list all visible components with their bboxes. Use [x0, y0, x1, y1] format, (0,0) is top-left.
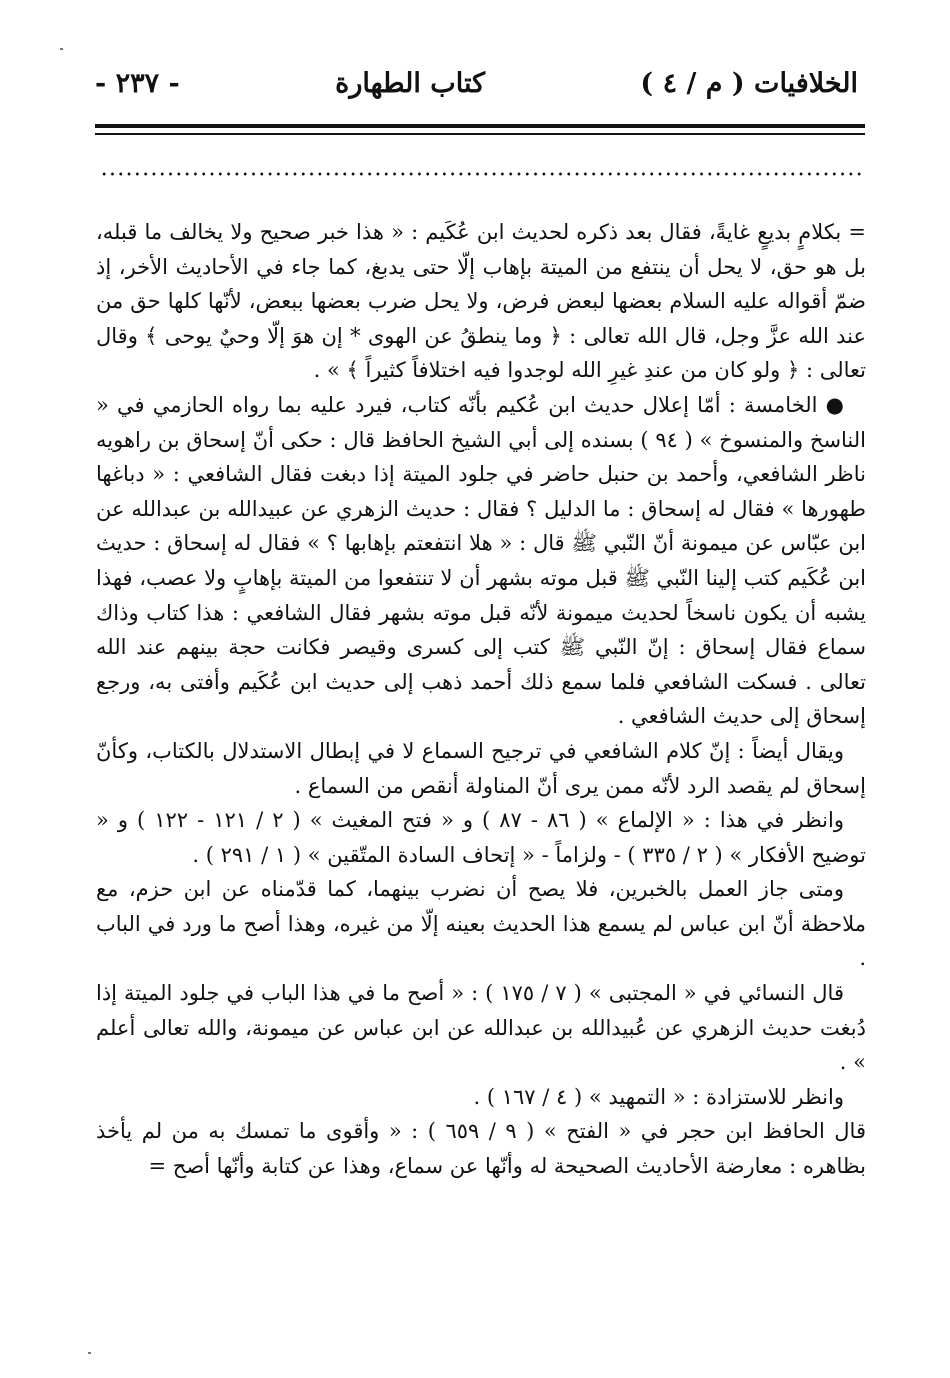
- footnote-body: [96, 215, 866, 1184]
- paragraph: ● الخامسة : أمّا إعلال حديث ابن عُكيم بأنّه كتاب، فيرد عليه بما رواه الحازمي في « الناسخ والمنسوخ » ( ٩٤ ) بسنده إلى أبي الشيخ الحافظ قال : حكى أنّ إسحاق بن راهويه ناظر الشافعي، وأحمد بن حنبل حاضر في جلود الميتة إذا دبغت فقال الشافعي : « دباغها طهورها » فقال له إسحاق : ما الدليل ؟ فقال : حديث الزهري عن عبيدالله بن عبدالله عن ابن عبّاس عن ميمونة أنّ النّبي ﷺ قال : « هلا انتفعتم بإهابها ؟ » فقال له إسحاق : حديث ابن عُكَيم كتب إلينا النّبي ﷺ قبل موته بشهر أن لا تنتفعوا من الميتة بإهابٍ ولا عصب، فهذا يشبه أن يكون ناسخاً لحديث ميمونة لأنّه قبل موته بشهر فقال الشافعي : هذا كتاب وذاك سماع فقال إسحاق : إنّ النّبي ﷺ كتب إلى كسرى وقيصر فكانت حجة بينهم عند الله تعالى . فسكت الشافعي فلما سمع ذلك أحمد ذهب إلى حديث ابن عُكَيم وأفتى به، ورجع إسحاق إلى حديث الشافعي .: [96, 392, 867, 729]
- scan-speck: [60, 48, 63, 50]
- page-number: - ٢٣٧ -: [95, 67, 180, 99]
- header-rule-thick: [95, 124, 865, 128]
- paragraph: ويقال أيضاً : إنّ كلام الشافعي في ترجيح السماع لا في إبطال الاستدلال بالكتاب، وكأنّ إسحاق لم يقصد الرد لأنّه ممن يرى أنّ المناولة أنقص من السماع .: [96, 738, 866, 798]
- running-title-book: الخلافيات ( م / ٤ ): [640, 67, 858, 99]
- paragraph: = بكلامٍ بديعٍ غايةً، فقال بعد ذكره لحديث ابن عُكَيم : « هذا خبر صحيح ولا يخالف ما قبله، بل هو حق، لا يحل أن ينتفع من الميتة بإهاب إلّا حتى يدبغ، كما جاء في الأحاديث الأخر، إذ ضمّ أقواله عليه السلام بعضها لبعض فرض، ولا يحل ضرب بعضها ببعض، لأنّها كلها حق من عند الله عزَّ وجل، قال الله تعالى : ﴿ وما ينطقُ عن الهوى * إن هوَ إلّا وحيٌ يوحى ﴾ وقال تعالى : ﴿ ولو كان من عندِ غيرِ الله لوجدوا فيه اختلافاً كثيراً ﴾ » .: [96, 220, 866, 383]
- footnote-separator-dots: [100, 168, 865, 180]
- page-header: [95, 58, 858, 108]
- running-title-chapter: كتاب الطهارة: [335, 67, 485, 99]
- paragraph: وانظر للاستزادة : « التمهيد » ( ٤ / ١٦٧ ) .: [473, 1084, 844, 1109]
- paragraph: قال النسائي في « المجتبى » ( ٧ / ١٧٥ ) : « أصح ما في هذا الباب في جلود الميتة إذا دُبغت حديث الزهري عن عُبيدالله بن عبدالله عن ابن عباس عن ميمونة، والله تعالى أعلم » .: [96, 981, 866, 1075]
- paragraph: ومتى جاز العمل بالخبرين، فلا يصح أن نضرب بينهما، كما قدّمناه عن ابن حزم، مع ملاحظة أنّ ابن عباس لم يسمع هذا الحديث بعينه إلّا من غيره، وهذا أصح ما ورد في الباب .: [96, 877, 866, 971]
- scan-speck: [88, 1352, 91, 1354]
- header-rule-thin: [95, 133, 865, 135]
- paragraph: وانظر في هذا : « الإلماع » ( ٨٦ - ٨٧ ) و « فتح المغيث » ( ٢ / ١٢١ - ١٢٢ ) و « توضيح الأفكار » ( ٢ / ٣٣٥ ) - ولزاماً - « إتحاف السادة المتّقين » ( ١ / ٢٩١ ) .: [96, 808, 866, 867]
- paragraph: قال الحافظ ابن حجر في « الفتح » ( ٩ / ٦٥٩ ) : « وأقوى ما تمسك به من لم يأخذ بظاهره : معارضة الأحاديث الصحيحة له وأنّها عن سماع، وهذا عن كتابة وأنّها أصح =: [96, 1119, 866, 1179]
